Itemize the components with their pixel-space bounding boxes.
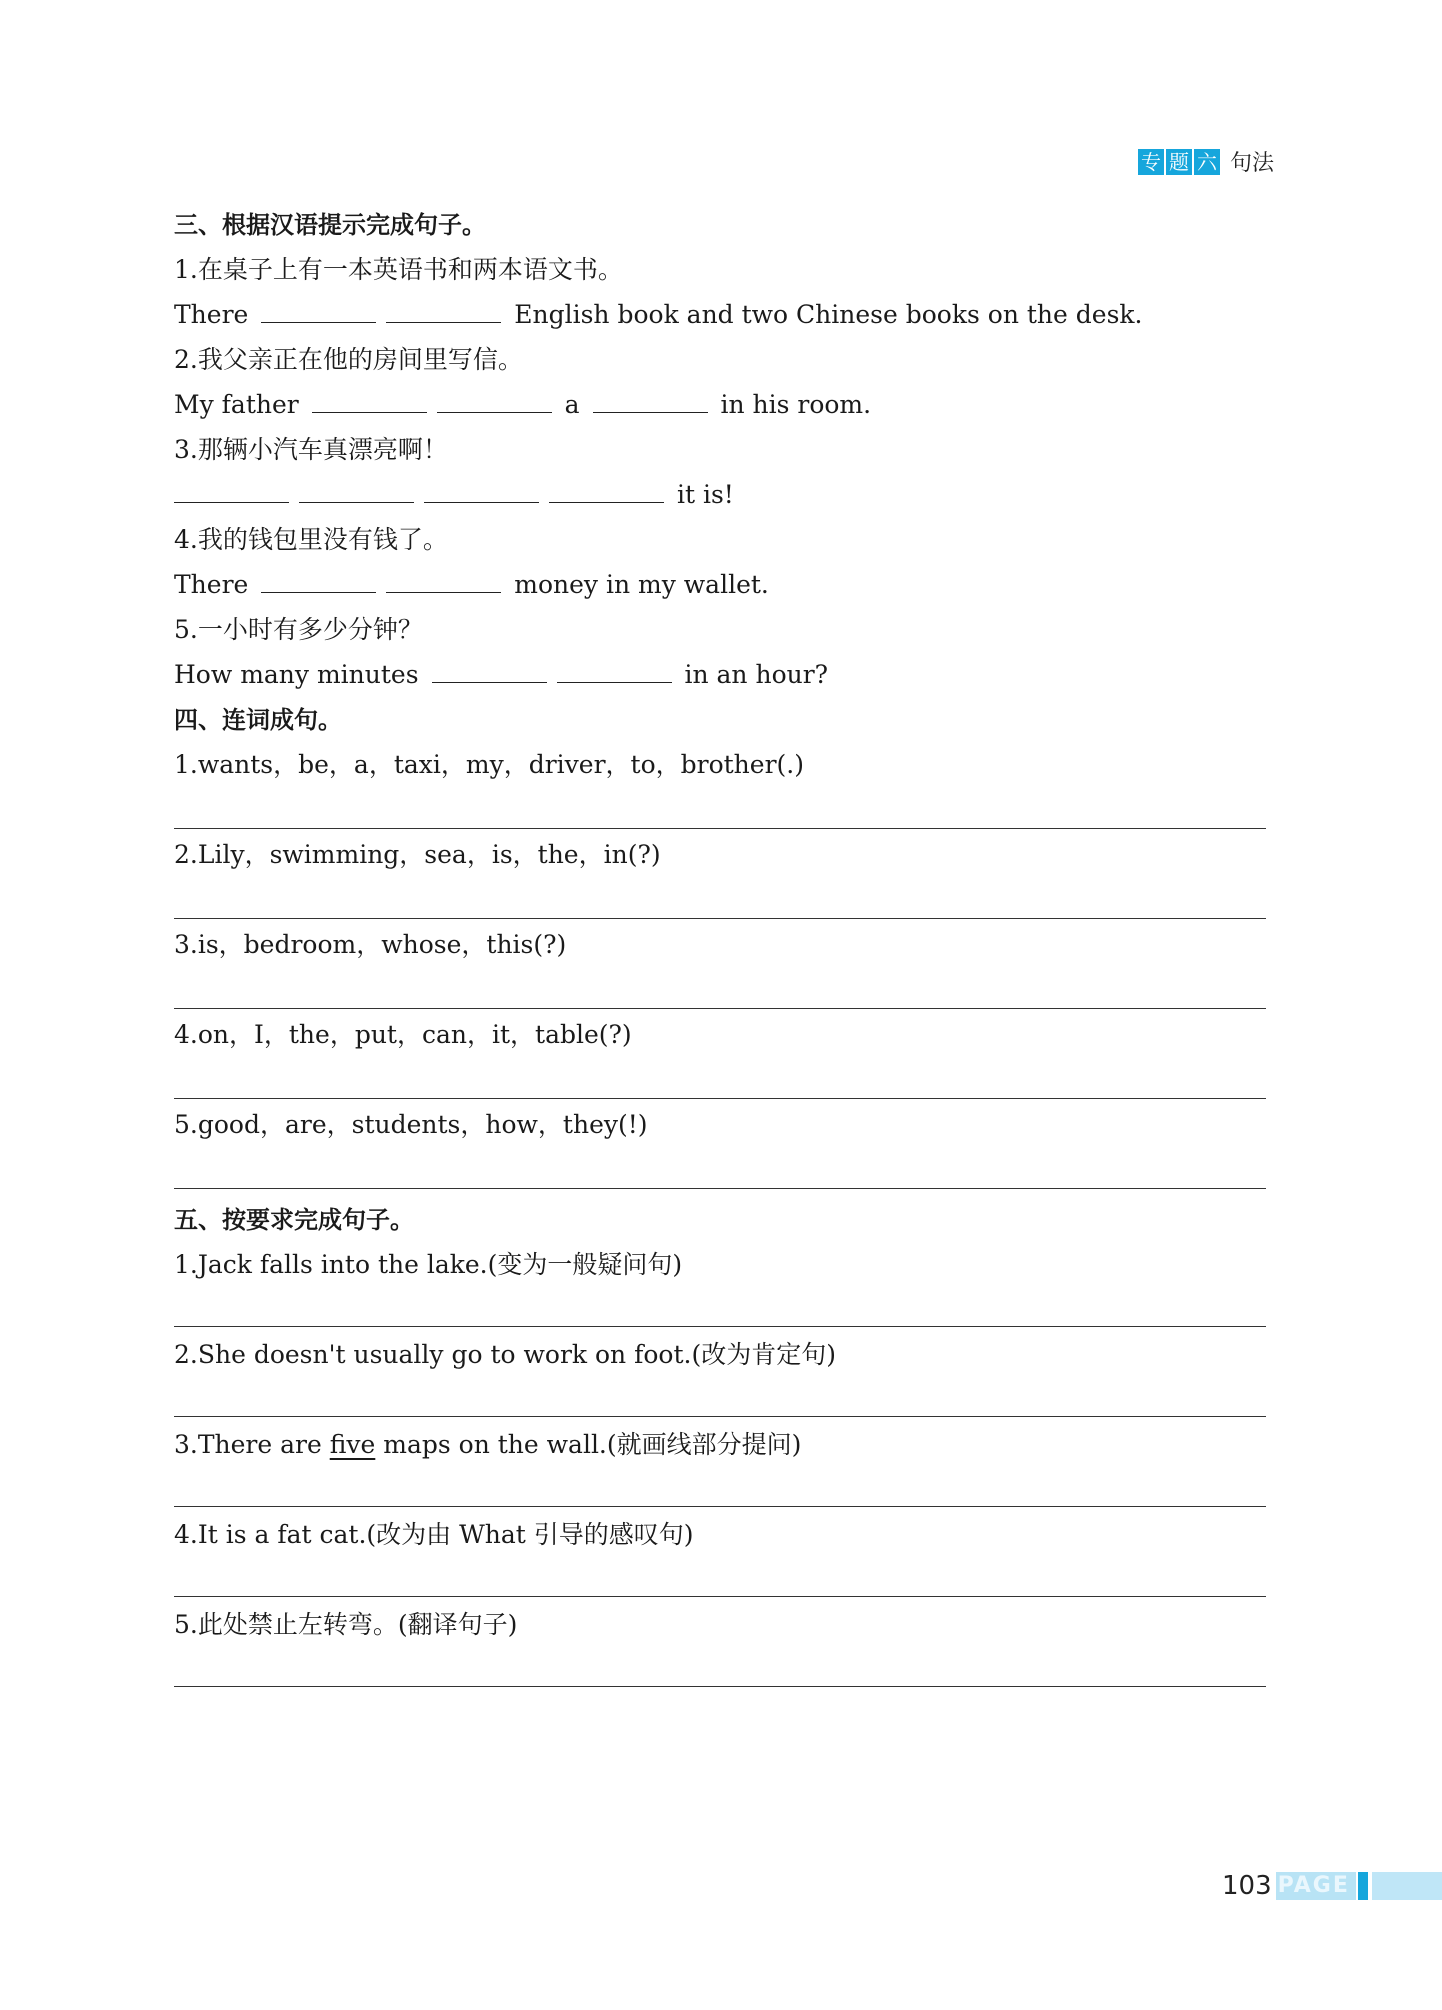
s3-q3-prompt: 3.那辆小汽车真漂亮啊！	[174, 435, 448, 464]
text: it is!	[676, 480, 734, 509]
s5-q4: 4.It is a fat cat.(改为由 What 引导的感叹句)	[174, 1520, 694, 1549]
s4-item: 2.Lily，swimming，sea，is，the，in(?)	[174, 840, 661, 869]
s5-q2: 2.She doesn't usually go to work on foot.(改为肯定句)	[174, 1340, 836, 1369]
s5-q5: 5.此处禁止左转弯。(翻译句子)	[174, 1610, 518, 1639]
answer-line[interactable]	[174, 1008, 1266, 1009]
text: How many minutes	[174, 660, 419, 689]
blank[interactable]	[261, 568, 376, 593]
section-3-title: 三、根据汉语提示完成句子。	[174, 211, 486, 239]
blank[interactable]	[549, 478, 664, 503]
answer-line[interactable]	[174, 918, 1266, 919]
s3-q3-sentence	[174, 478, 734, 512]
page-footer	[1222, 1871, 1442, 1901]
s3-q2-sentence	[174, 388, 871, 422]
s3-q1-prompt: 1.在桌子上有一本英语书和两本语文书。	[174, 255, 623, 284]
text: My father	[174, 390, 299, 419]
s5-q1: 1.Jack falls into the lake.(变为一般疑问句)	[174, 1250, 683, 1279]
s4-item: 1.wants，be，a，taxi，my，driver，to，brother(.)	[174, 750, 804, 779]
header-char: 专	[1138, 149, 1164, 175]
blank[interactable]	[312, 388, 427, 413]
blank[interactable]	[432, 658, 547, 683]
answer-line[interactable]	[174, 1596, 1266, 1597]
page-number: 103	[1222, 1871, 1272, 1901]
s3-q5-sentence	[174, 658, 828, 692]
section-5-title: 五、按要求完成句子。	[174, 1206, 414, 1234]
header-char: 六	[1194, 149, 1220, 175]
s4-item: 4.on，I，the，put，can，it，table(?)	[174, 1020, 632, 1049]
s4-item: 3.is，bedroom，whose，this(?)	[174, 930, 567, 959]
answer-line[interactable]	[174, 1416, 1266, 1417]
answer-line[interactable]	[174, 828, 1266, 829]
blank[interactable]	[593, 388, 708, 413]
section-header	[1138, 146, 1274, 177]
answer-line[interactable]	[174, 1188, 1266, 1189]
blank[interactable]	[424, 478, 539, 503]
blank[interactable]	[299, 478, 414, 503]
text: English book and two Chinese books on the desk.	[514, 300, 1143, 329]
s3-q4-sentence	[174, 568, 769, 602]
blank[interactable]	[261, 298, 376, 323]
blank[interactable]	[174, 478, 289, 503]
blank[interactable]	[386, 568, 501, 593]
s3-q1-sentence	[174, 298, 1143, 332]
header-title: 句法	[1230, 151, 1275, 176]
s3-q2-prompt: 2.我父亲正在他的房间里写信。	[174, 345, 523, 374]
footer-bar	[1358, 1872, 1368, 1900]
text: There	[174, 570, 249, 599]
answer-line[interactable]	[174, 1326, 1266, 1327]
text: in an hour?	[684, 660, 829, 689]
blank[interactable]	[437, 388, 552, 413]
answer-line[interactable]	[174, 1686, 1266, 1687]
s3-q5-prompt: 5.一小时有多少分钟？	[174, 615, 423, 644]
text: money in my wallet.	[514, 570, 769, 599]
underlined-word: five	[329, 1430, 376, 1459]
answer-line[interactable]	[174, 1506, 1266, 1507]
page-label: PAGE	[1276, 1872, 1356, 1900]
section-4-title: 四、连词成句。	[174, 706, 342, 734]
footer-bar	[1372, 1872, 1442, 1900]
answer-line[interactable]	[174, 1098, 1266, 1099]
text: in his room.	[720, 390, 872, 419]
blank[interactable]	[557, 658, 672, 683]
text: 3.There are	[174, 1430, 330, 1459]
s3-q4-prompt: 4.我的钱包里没有钱了。	[174, 525, 448, 554]
s5-q3	[174, 1428, 801, 1462]
header-char: 题	[1166, 149, 1192, 175]
text: maps on the wall.(就画线部分提问)	[375, 1430, 802, 1459]
text: a	[564, 390, 580, 419]
text: There	[174, 300, 249, 329]
blank[interactable]	[386, 298, 501, 323]
s4-item: 5.good，are，students，how，they(!)	[174, 1110, 648, 1139]
